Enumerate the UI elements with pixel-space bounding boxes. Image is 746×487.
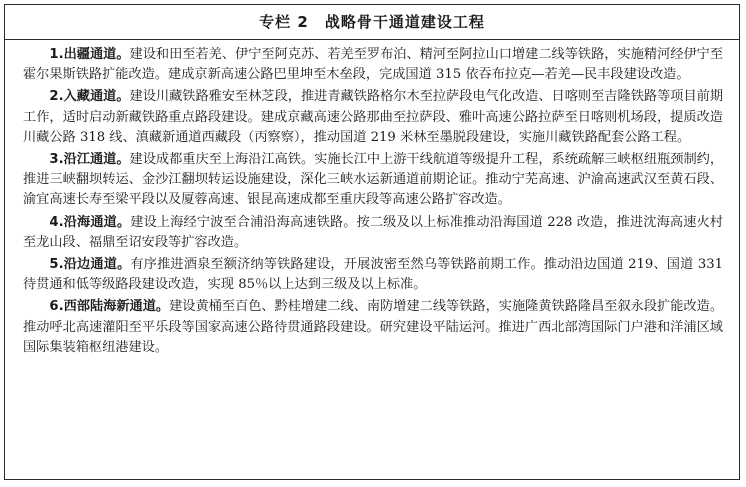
item-outbound-xinjiang: [23, 45, 723, 85]
item-into-tibet: [23, 87, 723, 148]
item-heading: 6.西部陆海新通道。: [49, 299, 170, 315]
item-heading: 3.沿江通道。: [49, 152, 130, 168]
item-heading: 1.出疆通道。: [49, 47, 130, 62]
item-text: 建设川藏铁路雅安至林芝段，推进青藏铁路格尔木至拉萨段电气化改造、日喀则至吉隆铁路等项目前期工作，适时启动新藏铁路重点路段建设。建成京藏高速公路那曲至拉萨段、雅叶高速公路拉萨至日喀则机场段，提质改造川藏公路 318 线、滇藏新通道西藏段（丙察察），推动国道 219 米林至墨脱段建设，实施川藏铁路配套公路工程。: [23, 89, 724, 145]
item-border: [23, 255, 723, 295]
item-heading: 2.入藏通道。: [49, 89, 130, 105]
item-text: 有序推进酒泉至额济纳等铁路建设，开展波密至然乌等铁路前期工作。推动沿边国道 219、国道 331 待贯通和低等级路段建设改造，实现 85％以上达到三级及以上标准。: [23, 257, 723, 293]
item-text: 建设和田至若羌、伊宁至阿克苏、若羌至罗布泊、精河至阿拉山口增建二线等铁路，实施精河经伊宁至霍尔果斯铁路扩能改造。建成京新高速公路巴里坤至木垒段，完成国道 315 依吞布拉克—若羌—民丰段建设改造。: [23, 47, 724, 83]
column-content: [23, 45, 723, 360]
item-heading: 5.沿边通道。: [49, 257, 131, 273]
item-text: 建设黄桶至百色、黔桂增建二线、南防增建二线等铁路，实施隆黄铁路隆昌至叙永段扩能改造。推动呼北高速灌阳至平乐段等国家高速公路待贯通路段建设。研究建设平陆运河。推进广西北部湾国际门户港和洋浦区域国际集装箱枢纽港建设。: [23, 299, 724, 355]
item-text: 建设成都重庆至上海沿江高铁。实施长江中上游干线航道等级提升工程，系统疏解三峡枢纽瓶颈制约，推进三峡翻坝转运、金沙江翻坝转运设施建设，深化三峡水运新通道前期论证。推动宁芜高速、沪渝高速武汉至黄石段、渝宜高速长寿至梁平段以及厦蓉高速、银昆高速成都至重庆段等高速公路扩容改造。: [23, 152, 724, 208]
item-western-land-sea: [23, 297, 723, 358]
item-coastal: [23, 213, 723, 253]
column-title: 专栏 2 战略骨干通道建设工程: [5, 5, 739, 40]
column-box: [4, 4, 740, 480]
item-along-river: [23, 150, 723, 211]
item-text: 建设上海经宁波至合浦沿海高速铁路。按二级及以上标准推动沿海国道 228 改造，推进沈海高速火村至龙山段、福鼎至诏安段等扩容改造。: [23, 214, 723, 250]
item-heading: 4.沿海通道。: [49, 214, 131, 230]
